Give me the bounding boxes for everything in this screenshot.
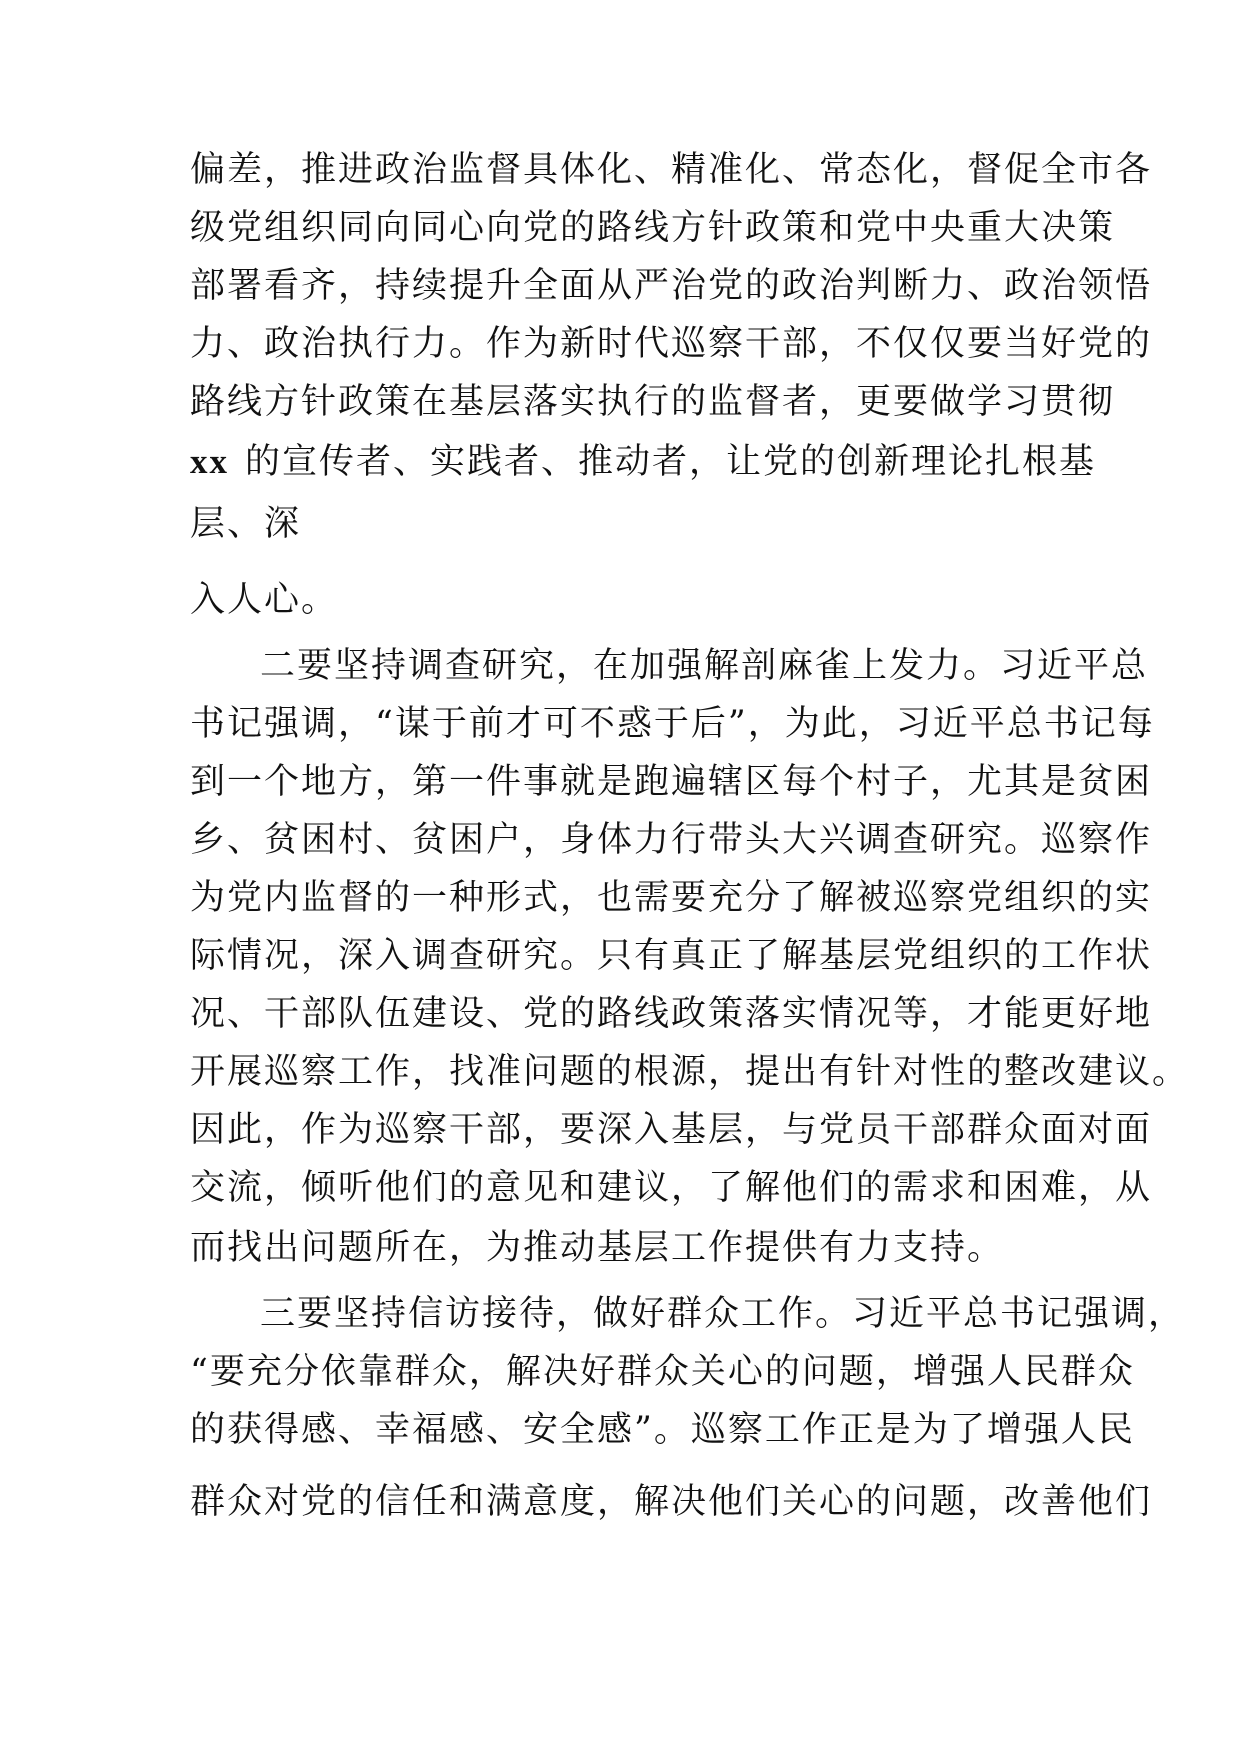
paragraph-1-line-7: 层、深 (190, 504, 302, 544)
paragraph-1-line-6-text: 的宣传者、实践者、推动者，让党的创新理论扎根基 (245, 442, 1097, 482)
paragraph-3-line-4: 群众对党的信任和满意度，解决他们关心的问题，改善他们 (190, 1482, 1153, 1522)
paragraph-2-line-7: 况、干部队伍建设、党的路线政策落实情况等，才能更好地 (190, 994, 1153, 1034)
paragraph-1-line-8: 入人心。 (190, 580, 339, 620)
paragraph-3-line-3: 的获得感、幸福感、安全感”。巡察工作正是为了增强人民 (190, 1410, 1135, 1450)
paragraph-2-line-11: 而找出问题所在，为推动基层工作提供有力支持。 (190, 1228, 1005, 1268)
bold-token: xx (190, 442, 229, 481)
paragraph-2-line-2: 书记强调，“谋于前才可不惑于后”，为此，习近平总书记每 (190, 704, 1155, 744)
paragraph-2-line-3: 到一个地方，第一件事就是跑遍辖区每个村子，尤其是贫困 (190, 762, 1153, 802)
paragraph-1-line-4: 力、政治执行力。作为新时代巡察干部，不仅仅要当好党的 (190, 324, 1153, 364)
paragraph-2-line-4: 乡、贫困村、贫困户，身体力行带头大兴调查研究。巡察作 (190, 820, 1153, 860)
paragraph-2-line-6: 际情况，深入调查研究。只有真正了解基层党组织的工作状 (190, 936, 1153, 976)
paragraph-2-line-10: 交流，倾听他们的意见和建议，了解他们的需求和困难，从 (190, 1168, 1153, 1208)
paragraph-1-line-1: 偏差，推进政治监督具体化、精准化、常态化，督促全市各 (190, 150, 1153, 190)
paragraph-1-line-3: 部署看齐，持续提升全面从严治党的政治判断力、政治领悟 (190, 266, 1153, 306)
paragraph-2-line-8: 开展巡察工作，找准问题的根源，提出有针对性的整改建议。 (190, 1052, 1190, 1092)
paragraph-2-line-9: 因此，作为巡察干部，要深入基层，与党员干部群众面对面 (190, 1110, 1153, 1150)
paragraph-2-line-5: 为党内监督的一种形式，也需要充分了解被巡察党组织的实 (190, 878, 1153, 918)
paragraph-1-line-2: 级党组织同向同心向党的路线方针政策和党中央重大决策 (190, 208, 1116, 248)
paragraph-1-line-5: 路线方针政策在基层落实执行的监督者，更要做学习贯彻 (190, 382, 1116, 422)
paragraph-3-line-1: 三要坚持信访接待，做好群众工作。习近平总书记强调， (260, 1294, 1186, 1334)
paragraph-3-line-2: “要充分依靠群众，解决好群众关心的问题，增强人民群众 (190, 1352, 1135, 1392)
paragraph-2-line-1: 二要坚持调查研究，在加强解剖麻雀上发力。习近平总 (260, 646, 1149, 686)
paragraph-1-line-6 (190, 440, 1097, 484)
